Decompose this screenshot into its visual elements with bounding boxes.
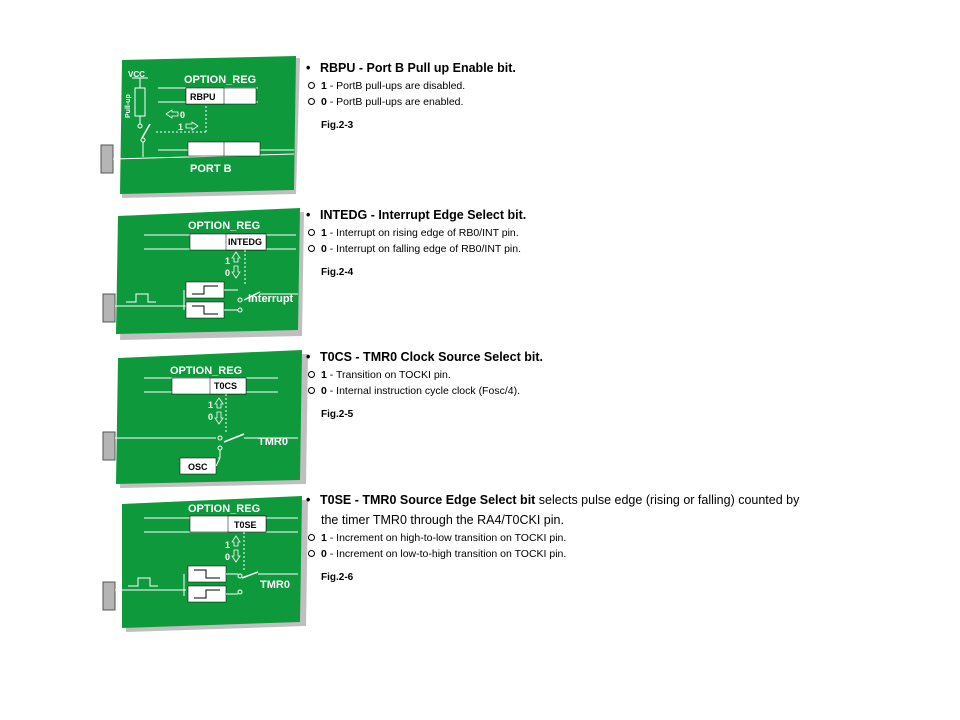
pin-connector (101, 145, 113, 173)
bullet-icon: • (306, 493, 311, 507)
option-text: - Transition on TOCKI pin. (326, 369, 451, 381)
section-t0se (306, 490, 846, 583)
bullet-icon: • (306, 350, 311, 364)
option-value: 1 (321, 227, 327, 239)
option-text: - Internal instruction cycle clock (Fosc/4). (326, 385, 520, 397)
option-text: - Increment on low-to-high transition on TOCKI pin. (326, 548, 567, 560)
label-port: PORT B (190, 163, 232, 175)
falling-edge-box (186, 302, 224, 318)
label-arrow0: 0 (180, 110, 186, 120)
label-output: Interrupt (248, 293, 294, 305)
label-arrow0: 0 (225, 552, 231, 562)
heading-bold: INTEDG - Interrupt Edge Select bit. (320, 208, 527, 222)
heading-continuation: the timer TMR0 through the RA4/T0CKI pin. (321, 513, 564, 527)
diagram-t0se (98, 492, 308, 632)
label-output: TMR0 (260, 579, 290, 591)
circle-bullet-icon (308, 387, 315, 394)
option-0 (306, 546, 846, 562)
section-t0cs (306, 347, 846, 420)
label-option-reg: OPTION_REG (188, 503, 261, 515)
section-intedg (306, 205, 846, 278)
option-1 (306, 78, 846, 94)
circle-bullet-icon (308, 98, 315, 105)
diagram-rbpu (98, 56, 300, 200)
option-0 (306, 241, 846, 257)
label-bit: INTEDG (228, 237, 263, 247)
option-0 (306, 383, 846, 399)
circle-bullet-icon (308, 245, 315, 252)
label-pullup: Pull-up (125, 94, 132, 118)
option-value: 1 (321, 369, 327, 381)
figure-caption: Fig.2-5 (321, 409, 354, 420)
label-pin: Pin RA4/T0CKI/C1OUT (105, 500, 112, 570)
option-text: - Increment on high-to-low transition on TOCKI pin. (326, 532, 567, 544)
label-option-reg: OPTION_REG (184, 74, 257, 86)
option-value: 1 (321, 80, 327, 92)
label-arrow0: 0 (208, 412, 214, 422)
section-heading (306, 490, 846, 510)
pin-connector (103, 432, 115, 460)
option-text: - PortB pull-ups are enabled. (326, 96, 464, 108)
heading-rest: selects pulse edge (rising or falling) counted by (535, 493, 800, 507)
circle-bullet-icon (308, 534, 315, 541)
label-option-reg: OPTION_REG (188, 220, 261, 232)
section-heading (306, 205, 846, 225)
falling-edge-box (188, 566, 226, 582)
bullet-icon: • (306, 208, 311, 222)
circle-bullet-icon (308, 229, 315, 236)
circle-bullet-icon (308, 550, 315, 557)
label-vcc: VCC (128, 70, 145, 79)
label-pin: Pin RB0/AN12/INT (105, 230, 112, 286)
pin-connector (103, 294, 115, 322)
heading-bold: T0SE - TMR0 Source Edge Select bit (320, 493, 536, 507)
section-rbpu (306, 58, 846, 131)
option-value: 0 (321, 548, 327, 560)
section-heading (306, 58, 846, 78)
label-pin: Pin RA4/T0CKI/C1OUT (105, 356, 112, 426)
section-heading (306, 347, 846, 367)
label-arrow1: 1 (225, 540, 231, 550)
option-text: - PortB pull-ups are disabled. (326, 80, 466, 92)
option-value: 0 (321, 385, 327, 397)
option-1 (306, 367, 846, 383)
label-option-reg: OPTION_REG (170, 365, 243, 377)
figure-caption: Fig.2-6 (321, 572, 354, 583)
label-pin: Pin (103, 127, 110, 138)
rising-edge-box (186, 282, 224, 298)
heading-bold: RBPU - Port B Pull up Enable bit. (320, 61, 516, 75)
label-arrow0: 0 (225, 268, 231, 278)
option-0 (306, 94, 846, 110)
figure-caption: Fig.2-4 (321, 267, 354, 278)
circle-bullet-icon (308, 82, 315, 89)
label-arrow1: 1 (178, 122, 184, 132)
rising-edge-box (188, 586, 226, 602)
label-bit: T0SE (234, 520, 257, 530)
option-value: 1 (321, 532, 327, 544)
diagram-intedg (98, 204, 304, 340)
option-value: 0 (321, 96, 327, 108)
bullet-icon: • (306, 61, 311, 75)
label-bit: T0CS (214, 381, 238, 391)
figure-caption: Fig.2-3 (321, 120, 354, 131)
label-output: TMR0 (258, 436, 288, 448)
option-1 (306, 530, 846, 546)
label-arrow1: 1 (225, 256, 231, 266)
circle-bullet-icon (308, 371, 315, 378)
option-text: - Interrupt on rising edge of RB0/INT pin. (326, 227, 519, 239)
label-arrow1: 1 (208, 400, 214, 410)
option-text: - Interrupt on falling edge of RB0/INT pin. (326, 243, 522, 255)
label-osc: OSC (188, 462, 208, 472)
diagram-t0cs (98, 346, 308, 488)
label-bit: RBPU (190, 92, 216, 102)
option-1 (306, 225, 846, 241)
option-value: 0 (321, 243, 327, 255)
heading-bold: T0CS - TMR0 Clock Source Select bit. (320, 350, 543, 364)
pin-connector (103, 582, 115, 610)
